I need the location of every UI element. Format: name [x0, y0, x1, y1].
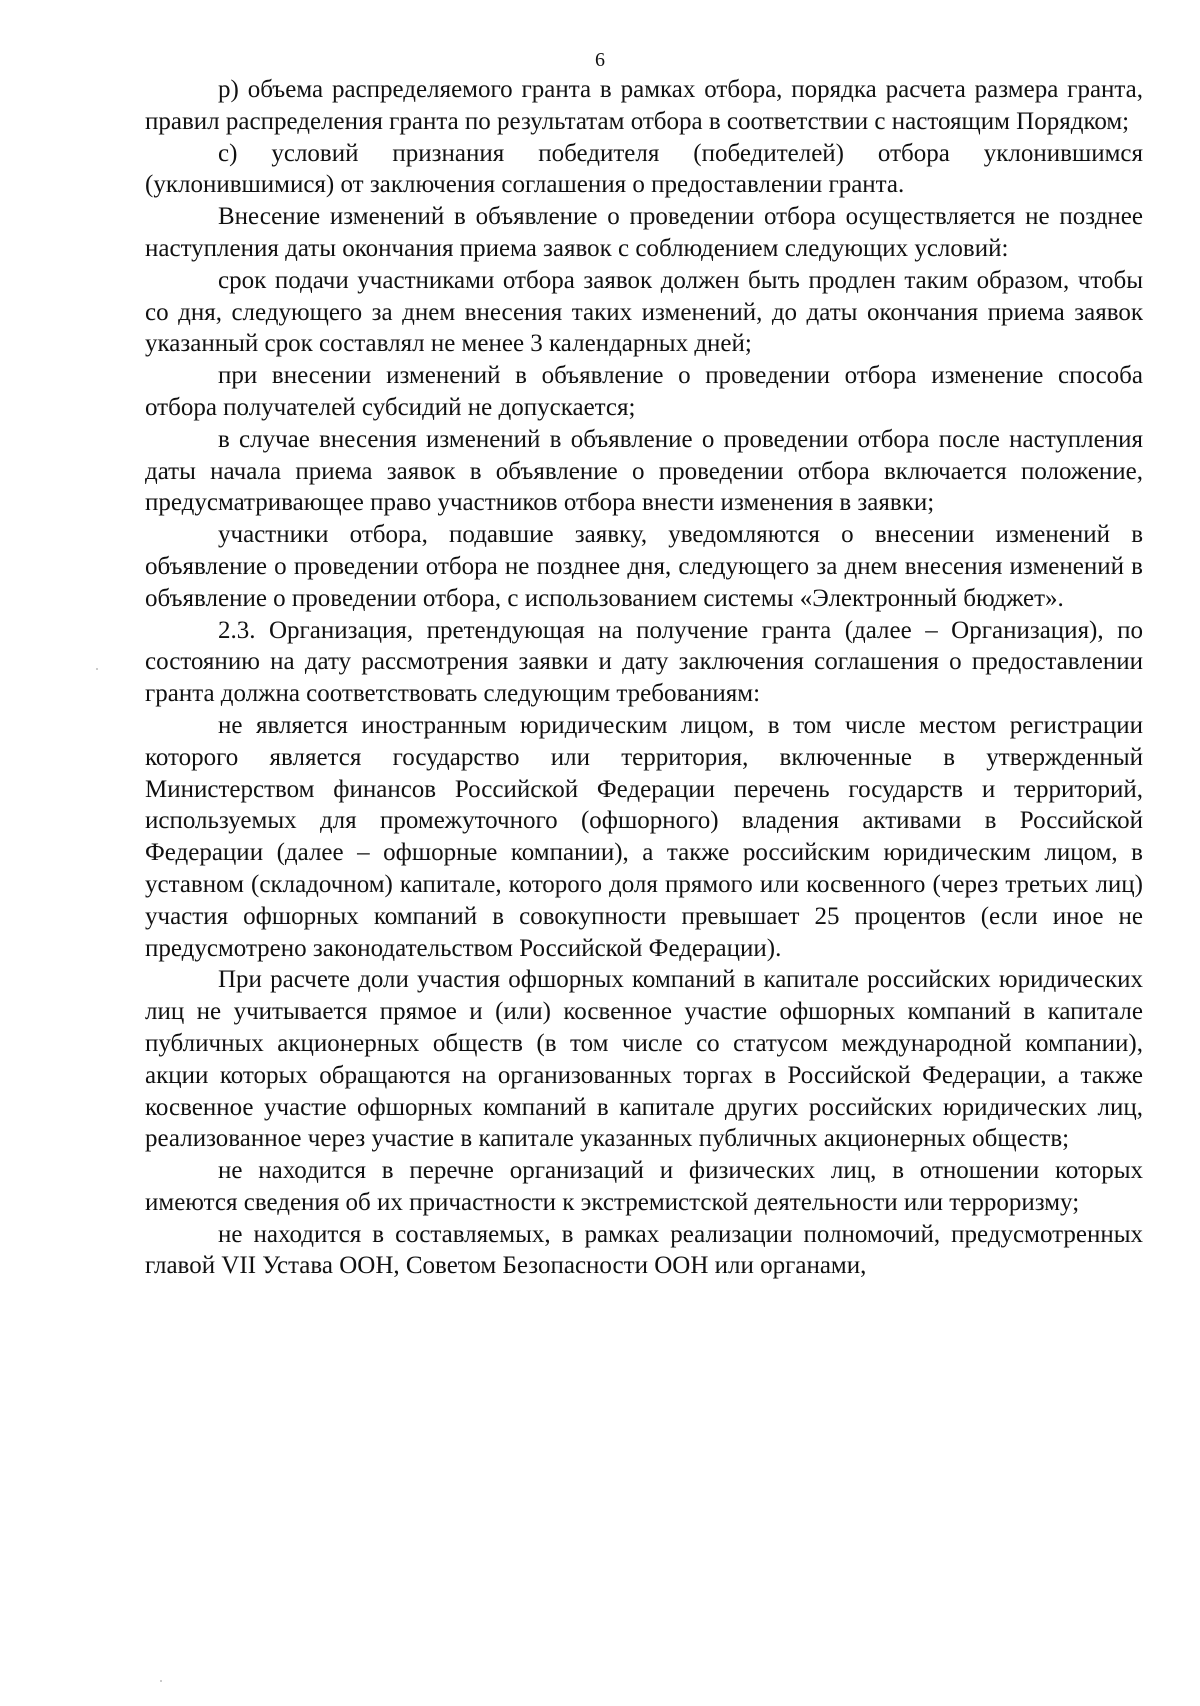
- paragraph-changes-intro: Внесение изменений в объявление о проведении отбора осуществляется не позднее наступления даты окончания приема заявок с соблюдением следующих условий:: [145, 203, 1143, 262]
- paragraph-2-3: 2.3. Организация, претендующая на получение гранта (далее – Организация), по состоянию на дату рассмотрения заявки и дату заключения соглашения о предоставлении гранта должна соответствовать следующим требованиям:: [145, 616, 1143, 708]
- paragraph-un-lists: не находится в составляемых, в рамках реализации полномочий, предусмотренных главой VII Устава ООН, Советом Безопасности ООН или органами,: [145, 1220, 1143, 1280]
- paragraph-method-change: при внесении изменений в объявление о проведении отбора изменение способа отбора получателей субсидий не допускается;: [145, 362, 1143, 421]
- scan-speck: [96, 668, 98, 670]
- document-body: [145, 74, 1143, 1282]
- scan-speck: [160, 1680, 162, 1682]
- paragraph-r: р) объема распределяемого гранта в рамках отбора, порядка расчета размера гранта, правил распределения гранта по результатам отбора в соответствии с настоящим Порядком;: [145, 76, 1143, 135]
- paragraph-s: с) условий признания победителя (победителей) отбора уклонившимся (уклонившимися) от заключения соглашения о предоставлении гранта.: [145, 139, 1143, 199]
- paragraph-extremism-list: не находится в перечне организаций и физических лиц, в отношении которых имеются сведения об их причастности к экстремистской деятельности или терроризму;: [145, 1157, 1143, 1216]
- paragraph-right-to-amend: в случае внесения изменений в объявление о проведении отбора после наступления даты начала приема заявок в объявление о проведении отбора включается положение, предусматривающее право участников отбора внести изменения в заявки;: [145, 425, 1143, 517]
- paragraph-not-foreign-entity: не является иностранным юридическим лицом, в том числе местом регистрации которого является государство или территория, включенные в утвержденный Министерством финансов Российской Федерации перечень государств и территорий, используемых для промежуточного (офшорного) владения активами в Российской Федерации (далее – офшорные компании), а также российским юридическим лицом, в уставном (складочном) капитале, которого доля прямого или косвенного (через третьих лиц) участия офшорных компаний в совокупности превышает 25 процентов (если иное не предусмотрено законодательством Российской Федерации).: [145, 711, 1143, 962]
- paragraph-offshore-share: При расчете доли участия офшорных компаний в капитале российских юридических лиц не учитывается прямое и (или) косвенное участие офшорных компаний в капитале публичных акционерных обществ (в том числе со статусом международной компании), акции которых обращаются на организованных торгах в Российской Федерации, а также косвенное участие офшорных компаний в капитале других российских юридических лиц, реализованное через участие в капитале указанных публичных акционерных обществ;: [145, 966, 1143, 1153]
- page-number: 6: [595, 49, 605, 71]
- paragraph-deadline-extension: срок подачи участниками отбора заявок должен быть продлен таким образом, чтобы со дня, следующего за днем внесения таких изменений, до даты окончания приема заявок указанный срок составлял не менее 3 календарных дней;: [145, 266, 1143, 358]
- paragraph-notification: участники отбора, подавшие заявку, уведомляются о внесении изменений в объявление о проведении отбора не позднее дня, следующего за днем внесения изменений в объявление о проведении отбора, с использованием системы «Электронный бюджет».: [145, 521, 1143, 612]
